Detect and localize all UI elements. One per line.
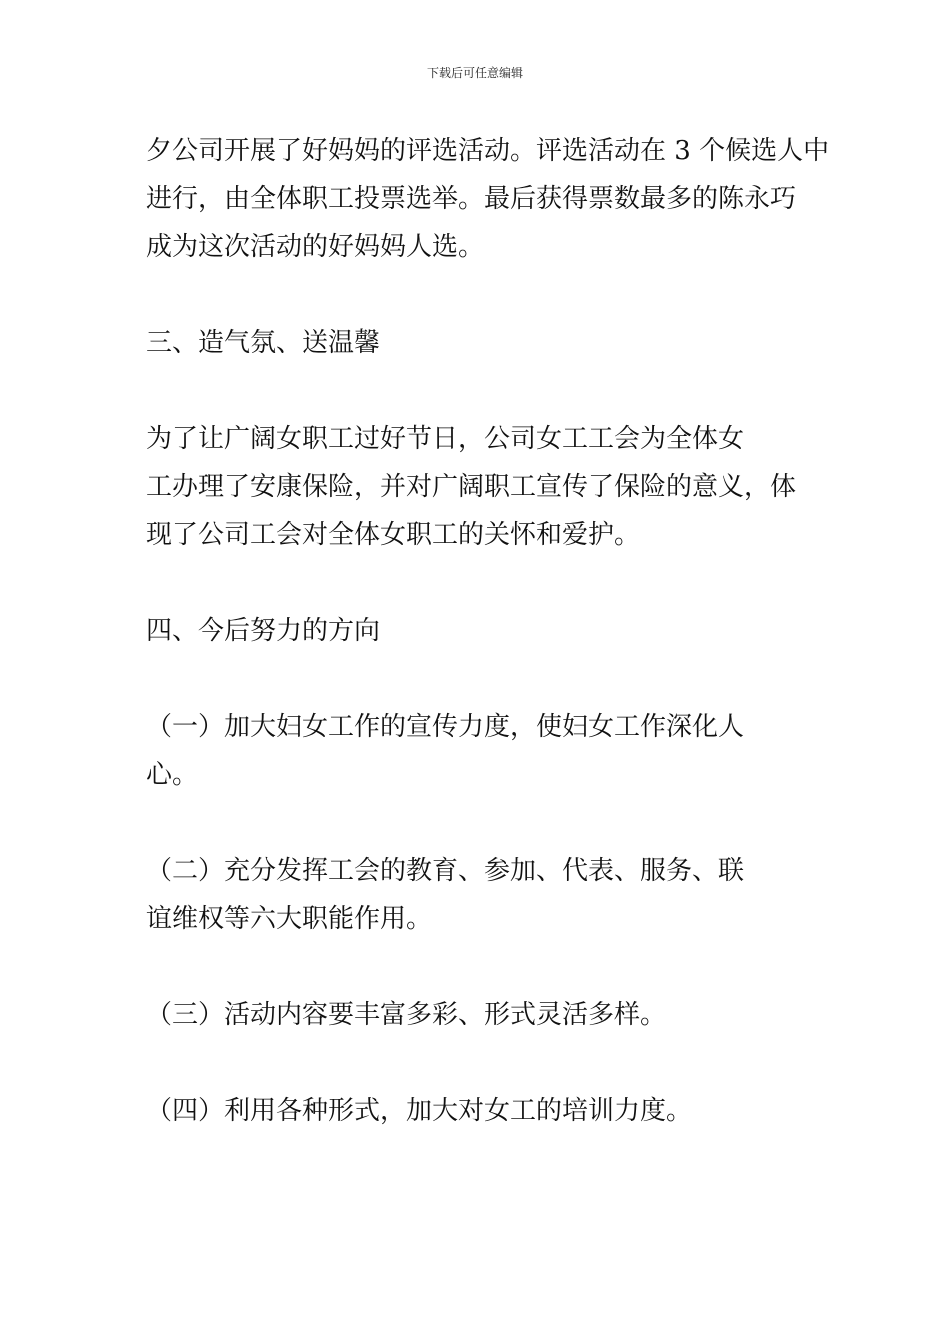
heading-text: 四、今后努力的方向 xyxy=(146,616,381,646)
text-line: （一）加大妇女工作的宣传力度，使妇女工作深化人 xyxy=(146,712,745,742)
list-item-1 xyxy=(146,703,806,799)
list-item-3 xyxy=(146,991,806,1039)
section-heading-4 xyxy=(146,607,806,655)
document-body xyxy=(146,127,830,1135)
list-item-4 xyxy=(146,1087,806,1135)
text-line: 为了让广阔女职工过好节日，公司女工工会为全体女 xyxy=(146,424,745,454)
section-heading-3 xyxy=(146,319,806,367)
text-line: （二）充分发挥工会的教育、参加、代表、服务、联 xyxy=(146,856,745,886)
text-line: 进行，由全体职工投票选举。最后获得票数最多的陈永巧 xyxy=(146,184,797,214)
text-line: （三）活动内容要丰富多彩、形式灵活多样。 xyxy=(146,1000,667,1030)
text-line: 成为这次活动的好妈妈人选。 xyxy=(146,232,485,262)
text-line: 现了公司工会对全体女职工的关怀和爱护。 xyxy=(146,520,641,550)
paragraph-intro-continuation xyxy=(146,127,830,271)
text-line: 工办理了安康保险，并对广阔职工宣传了保险的意义，体 xyxy=(146,472,797,502)
paragraph-insurance xyxy=(146,415,806,559)
list-item-2 xyxy=(146,847,806,943)
text-line: 谊维权等六大职能作用。 xyxy=(146,904,433,934)
text-line: 心。 xyxy=(146,760,199,790)
text-line: 夕公司开展了好妈妈的评选活动。评选活动在 3 个候选人中 xyxy=(146,136,830,166)
heading-text: 三、造气氛、送温馨 xyxy=(146,328,381,358)
text-line: （四）利用各种形式，加大对女工的培训力度。 xyxy=(146,1096,693,1126)
page-header: 下载后可任意编辑 xyxy=(426,66,523,80)
